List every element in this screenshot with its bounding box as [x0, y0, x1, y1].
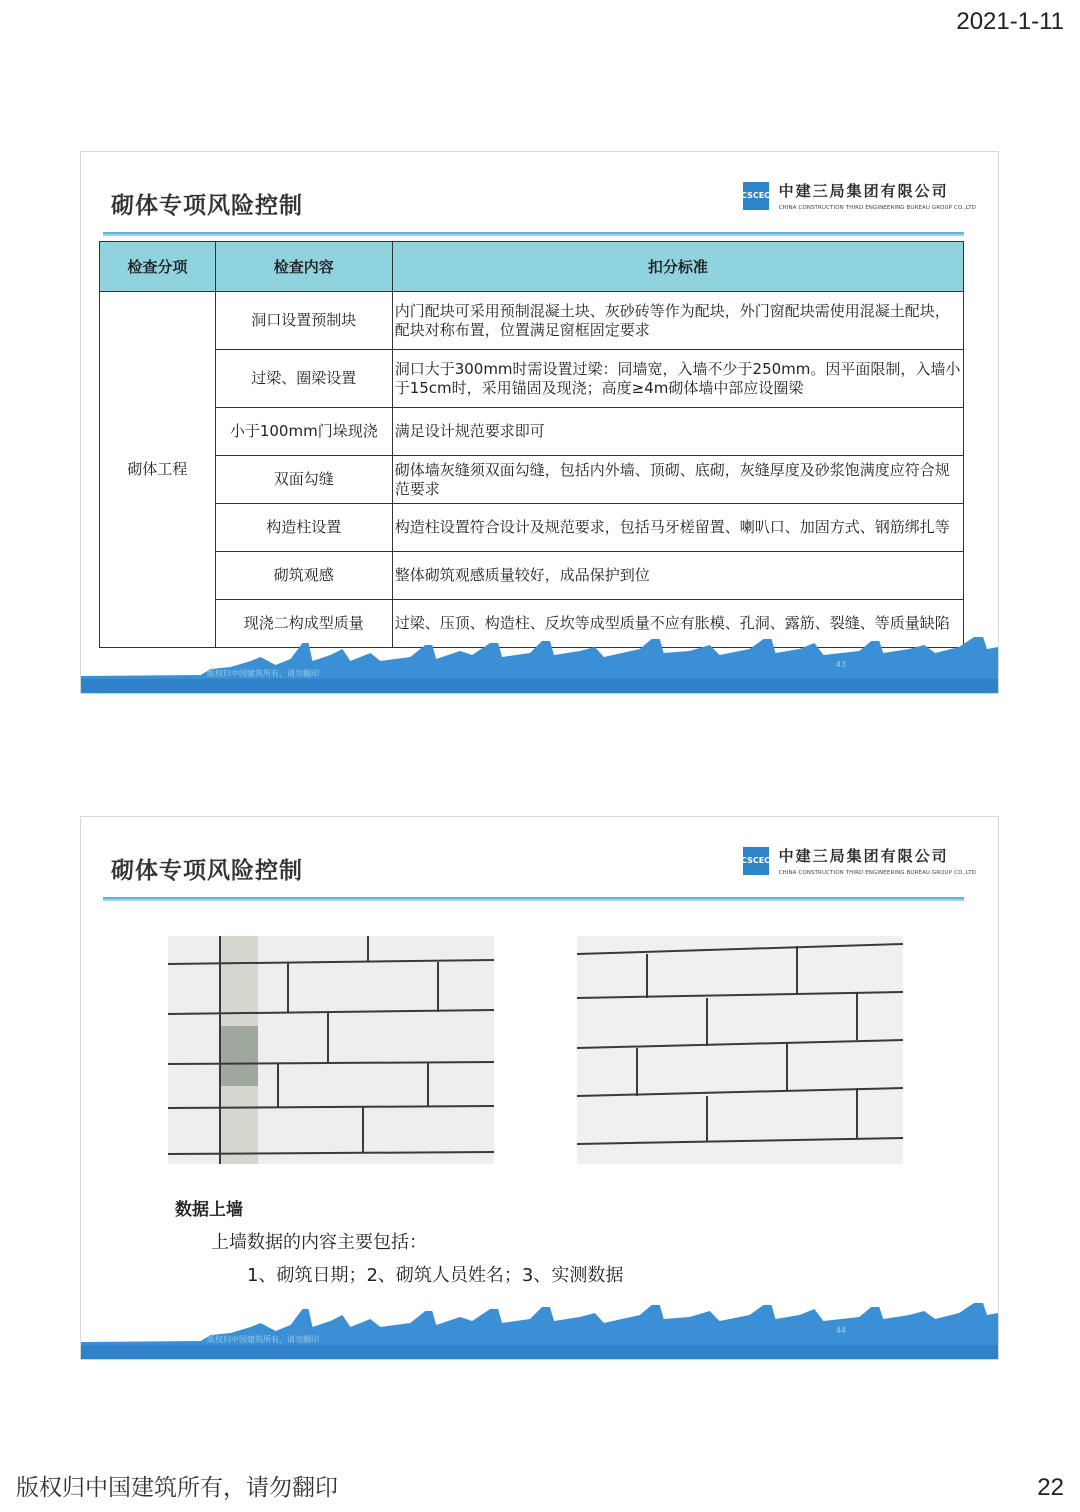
category-cell: 砌体工程 — [100, 292, 216, 648]
city-skyline-decoration — [81, 1297, 998, 1359]
deduction-standard: 整体砌筑观感质量较好，成品保护到位 — [392, 552, 963, 600]
table-row — [100, 456, 964, 504]
slide-footer-note: 版权归中国建筑所有，请勿翻印 — [207, 669, 319, 678]
deduction-standard: 满足设计规范要求即可 — [392, 408, 963, 456]
check-item: 小于100mm门垛现浇 — [215, 408, 392, 456]
company-name-cn: 中建三局集团有限公司 — [778, 182, 949, 200]
cscec-logo-icon — [743, 182, 769, 210]
company-name-en: CHINA CONSTRUCTION THIRD ENGINEERING BUREAU GROUP CO.,LTD — [778, 870, 976, 876]
slide-number: 44 — [835, 1326, 846, 1335]
check-item: 砌筑观感 — [215, 552, 392, 600]
table-row — [100, 292, 964, 350]
cscec-logo-icon — [743, 847, 769, 875]
table-row — [100, 408, 964, 456]
slide-title: 砌体专项风险控制 — [111, 193, 303, 219]
slide-footer-note: 版权归中国建筑所有，请勿翻印 — [207, 1335, 319, 1344]
slide-2 — [80, 816, 999, 1360]
logo-mark-text: CSCEC — [741, 855, 771, 865]
masonry-wall-photo-2 — [577, 936, 903, 1164]
company-logo — [743, 845, 976, 876]
masonry-wall-photo-1 — [168, 936, 494, 1164]
title-divider — [103, 232, 964, 236]
table-header-row — [100, 242, 964, 292]
company-name-cn: 中建三局集团有限公司 — [778, 847, 949, 865]
section-heading: 数据上墙 — [175, 1200, 243, 1220]
table-row — [100, 552, 964, 600]
city-skyline-decoration — [81, 631, 998, 693]
deduction-standard: 内门配块可采用预制混凝土块、灰砂砖等作为配块，外门窗配块需使用混凝土配块，配块对称布置，位置满足窗框固定要求 — [392, 292, 963, 350]
logo-mark-text: CSCEC — [741, 190, 771, 200]
page-number: 22 — [1037, 1474, 1064, 1501]
deduction-standard: 砌体墙灰缝须双面勾缝，包括内外墙、顶砌、底砌，灰缝厚度及砂浆饱满度应符合规范要求 — [392, 456, 963, 504]
copyright-notice: 版权归中国建筑所有，请勿翻印 — [16, 1475, 338, 1501]
deduction-standard: 过梁、压顶、构造柱、反坎等成型质量不应有胀模、孔洞、露筋、裂缝、等质量缺陷 — [392, 600, 963, 648]
check-item: 洞口设置预制块 — [215, 292, 392, 350]
section-items: 1、砌筑日期；2、砌筑人员姓名；3、实测数据 — [247, 1265, 624, 1286]
header-content: 检查内容 — [215, 242, 392, 292]
section-intro: 上墙数据的内容主要包括： — [211, 1232, 427, 1253]
table-row — [100, 504, 964, 552]
slide-1 — [80, 151, 999, 694]
check-item: 过梁、圈梁设置 — [215, 350, 392, 408]
check-item: 构造柱设置 — [215, 504, 392, 552]
slide-title: 砌体专项风险控制 — [111, 858, 303, 884]
title-divider — [103, 897, 964, 901]
header-category: 检查分项 — [100, 242, 216, 292]
page-date: 2021-1-11 — [956, 8, 1064, 35]
header-standard: 扣分标准 — [392, 242, 963, 292]
deduction-standard: 洞口大于300mm时需设置过梁：同墙宽，入墙不少于250mm。因平面限制，入墙小于15cm时，采用锚固及现浇；高度≥4m砌体墙中部应设圈梁 — [392, 350, 963, 408]
slide-number: 43 — [835, 660, 846, 669]
check-item: 现浇二构成型质量 — [215, 600, 392, 648]
table-row — [100, 350, 964, 408]
company-logo — [743, 180, 976, 211]
company-name-en: CHINA CONSTRUCTION THIRD ENGINEERING BUREAU GROUP CO.,LTD — [778, 205, 976, 211]
risk-control-table — [99, 241, 964, 648]
check-item: 双面勾缝 — [215, 456, 392, 504]
deduction-standard: 构造柱设置符合设计及规范要求，包括马牙槎留置、喇叭口、加固方式、钢筋绑扎等 — [392, 504, 963, 552]
